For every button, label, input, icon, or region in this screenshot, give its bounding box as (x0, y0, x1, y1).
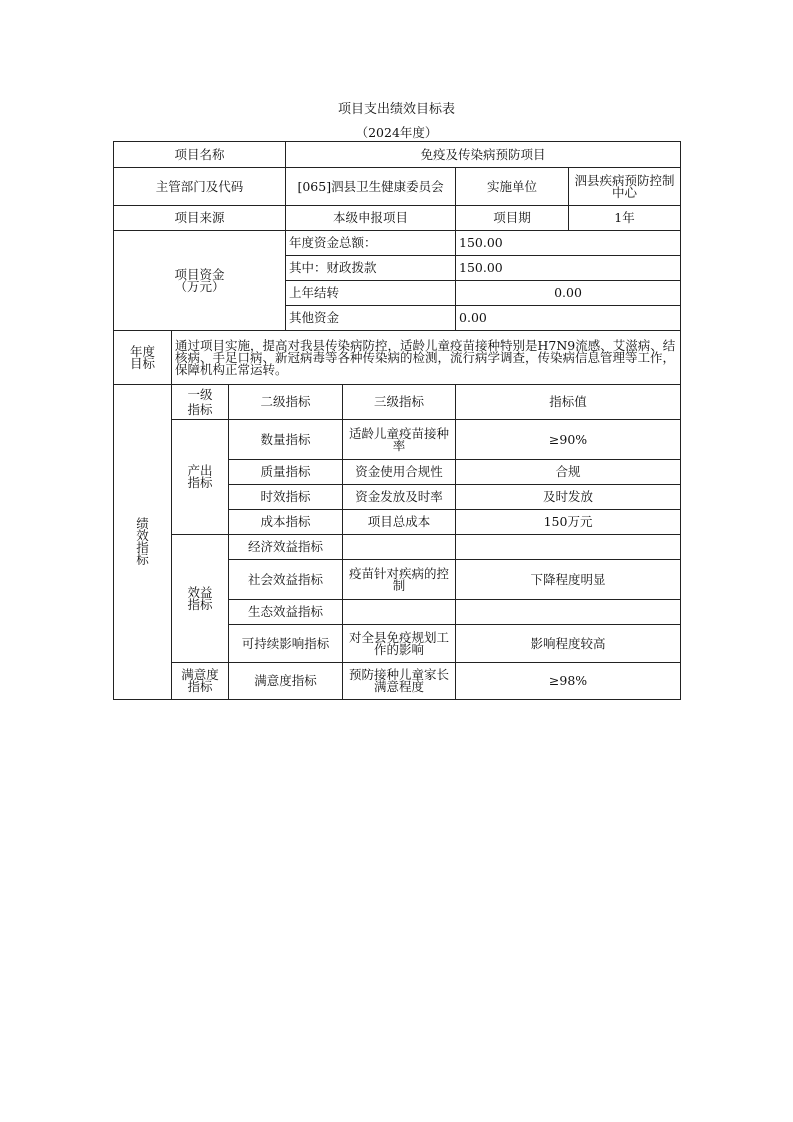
project-name-value: 免疫及传染病预防项目 (286, 142, 681, 168)
output-label: 产出指标 (172, 420, 229, 535)
indicator-value: ≥98% (456, 663, 681, 700)
indicator-value: 150万元 (456, 510, 681, 535)
funds-row-label: 年度资金总额： (286, 231, 456, 256)
indicator-l2: 经济效益指标 (229, 535, 343, 560)
indicator-l3: 资金使用合规性 (343, 460, 456, 485)
source-label: 项目来源 (114, 206, 286, 231)
doc-title: 项目支出绩效目标表 (337, 102, 455, 117)
goal-text: 通过项目实施，提高对我县传染病防控，适龄儿童疫苗接种特别是H7N9流感、艾滋病、结核病、手足口病、新冠病毒等各种传染病的检测，流行病学调查，传染病信息管理等工作，保障机构正常运转。 (172, 331, 681, 385)
funds-row-value: 150.00 (456, 231, 681, 256)
indicator-value: 下降程度明显 (456, 560, 681, 600)
indicator-l2: 数量指标 (229, 420, 343, 460)
funds-row-value: 150.00 (456, 256, 681, 281)
indicator-value (456, 535, 681, 560)
perf-label: 绩效指标 (114, 385, 172, 700)
header-value: 指标值 (456, 385, 681, 420)
funds-row-value: 0.00 (456, 306, 681, 331)
row-source (114, 206, 681, 231)
funds-row-label: 其他资金 (286, 306, 456, 331)
indicator-value: ≥90% (456, 420, 681, 460)
indicator-l2: 质量指标 (229, 460, 343, 485)
perf-header-row (114, 385, 681, 420)
table-row (114, 535, 681, 560)
indicator-l3: 疫苗针对疾病的控制 (343, 560, 456, 600)
row-project-name (114, 142, 681, 168)
funds-row (114, 231, 681, 256)
funds-row-label: 上年结转 (286, 281, 456, 306)
indicator-value (456, 600, 681, 625)
project-name-label: 项目名称 (114, 142, 286, 168)
table-row (114, 420, 681, 460)
period-label: 项目期 (456, 206, 569, 231)
impl-label: 实施单位 (456, 168, 569, 206)
indicator-l2: 生态效益指标 (229, 600, 343, 625)
goal-label: 年度目标 (114, 331, 172, 385)
header-level2: 二级指标 (229, 385, 343, 420)
indicator-l3: 项目总成本 (343, 510, 456, 535)
doc-year: （2024年度） (355, 125, 438, 140)
indicator-value: 合规 (456, 460, 681, 485)
indicator-l3 (343, 600, 456, 625)
row-annual-goal (114, 331, 681, 385)
funds-row-label: 其中：财政拨款 (286, 256, 456, 281)
indicator-l3: 适龄儿童疫苗接种率 (343, 420, 456, 460)
funds-title: 项目资金 (174, 266, 225, 282)
dept-label: 主管部门及代码 (114, 168, 286, 206)
table-row (114, 663, 681, 700)
dept-value: [065]泗县卫生健康委员会 (286, 168, 456, 206)
indicator-l3 (343, 535, 456, 560)
indicator-l2: 时效指标 (229, 485, 343, 510)
indicator-value: 影响程度较高 (456, 625, 681, 663)
funds-label (114, 231, 286, 331)
indicator-l3: 资金发放及时率 (343, 485, 456, 510)
indicator-l3: 对全县免疫规划工作的影响 (343, 625, 456, 663)
indicator-l2: 满意度指标 (229, 663, 343, 700)
performance-table (113, 141, 681, 700)
satisfaction-label: 满意度指标 (172, 663, 229, 700)
header-level3: 三级指标 (343, 385, 456, 420)
indicator-l2: 可持续影响指标 (229, 625, 343, 663)
period-value: 1年 (569, 206, 681, 231)
funds-unit: （万元） (174, 278, 225, 294)
benefit-label: 效益指标 (172, 535, 229, 663)
indicator-l3: 预防接种儿童家长满意程度 (343, 663, 456, 700)
indicator-value: 及时发放 (456, 485, 681, 510)
indicator-l2: 社会效益指标 (229, 560, 343, 600)
source-value: 本级申报项目 (286, 206, 456, 231)
impl-value: 泗县疾病预防控制中心 (569, 168, 681, 206)
row-department (114, 168, 681, 206)
indicator-l2: 成本指标 (229, 510, 343, 535)
funds-row-value: 0.00 (456, 281, 681, 306)
header-level1: 一级指标 (172, 385, 229, 420)
